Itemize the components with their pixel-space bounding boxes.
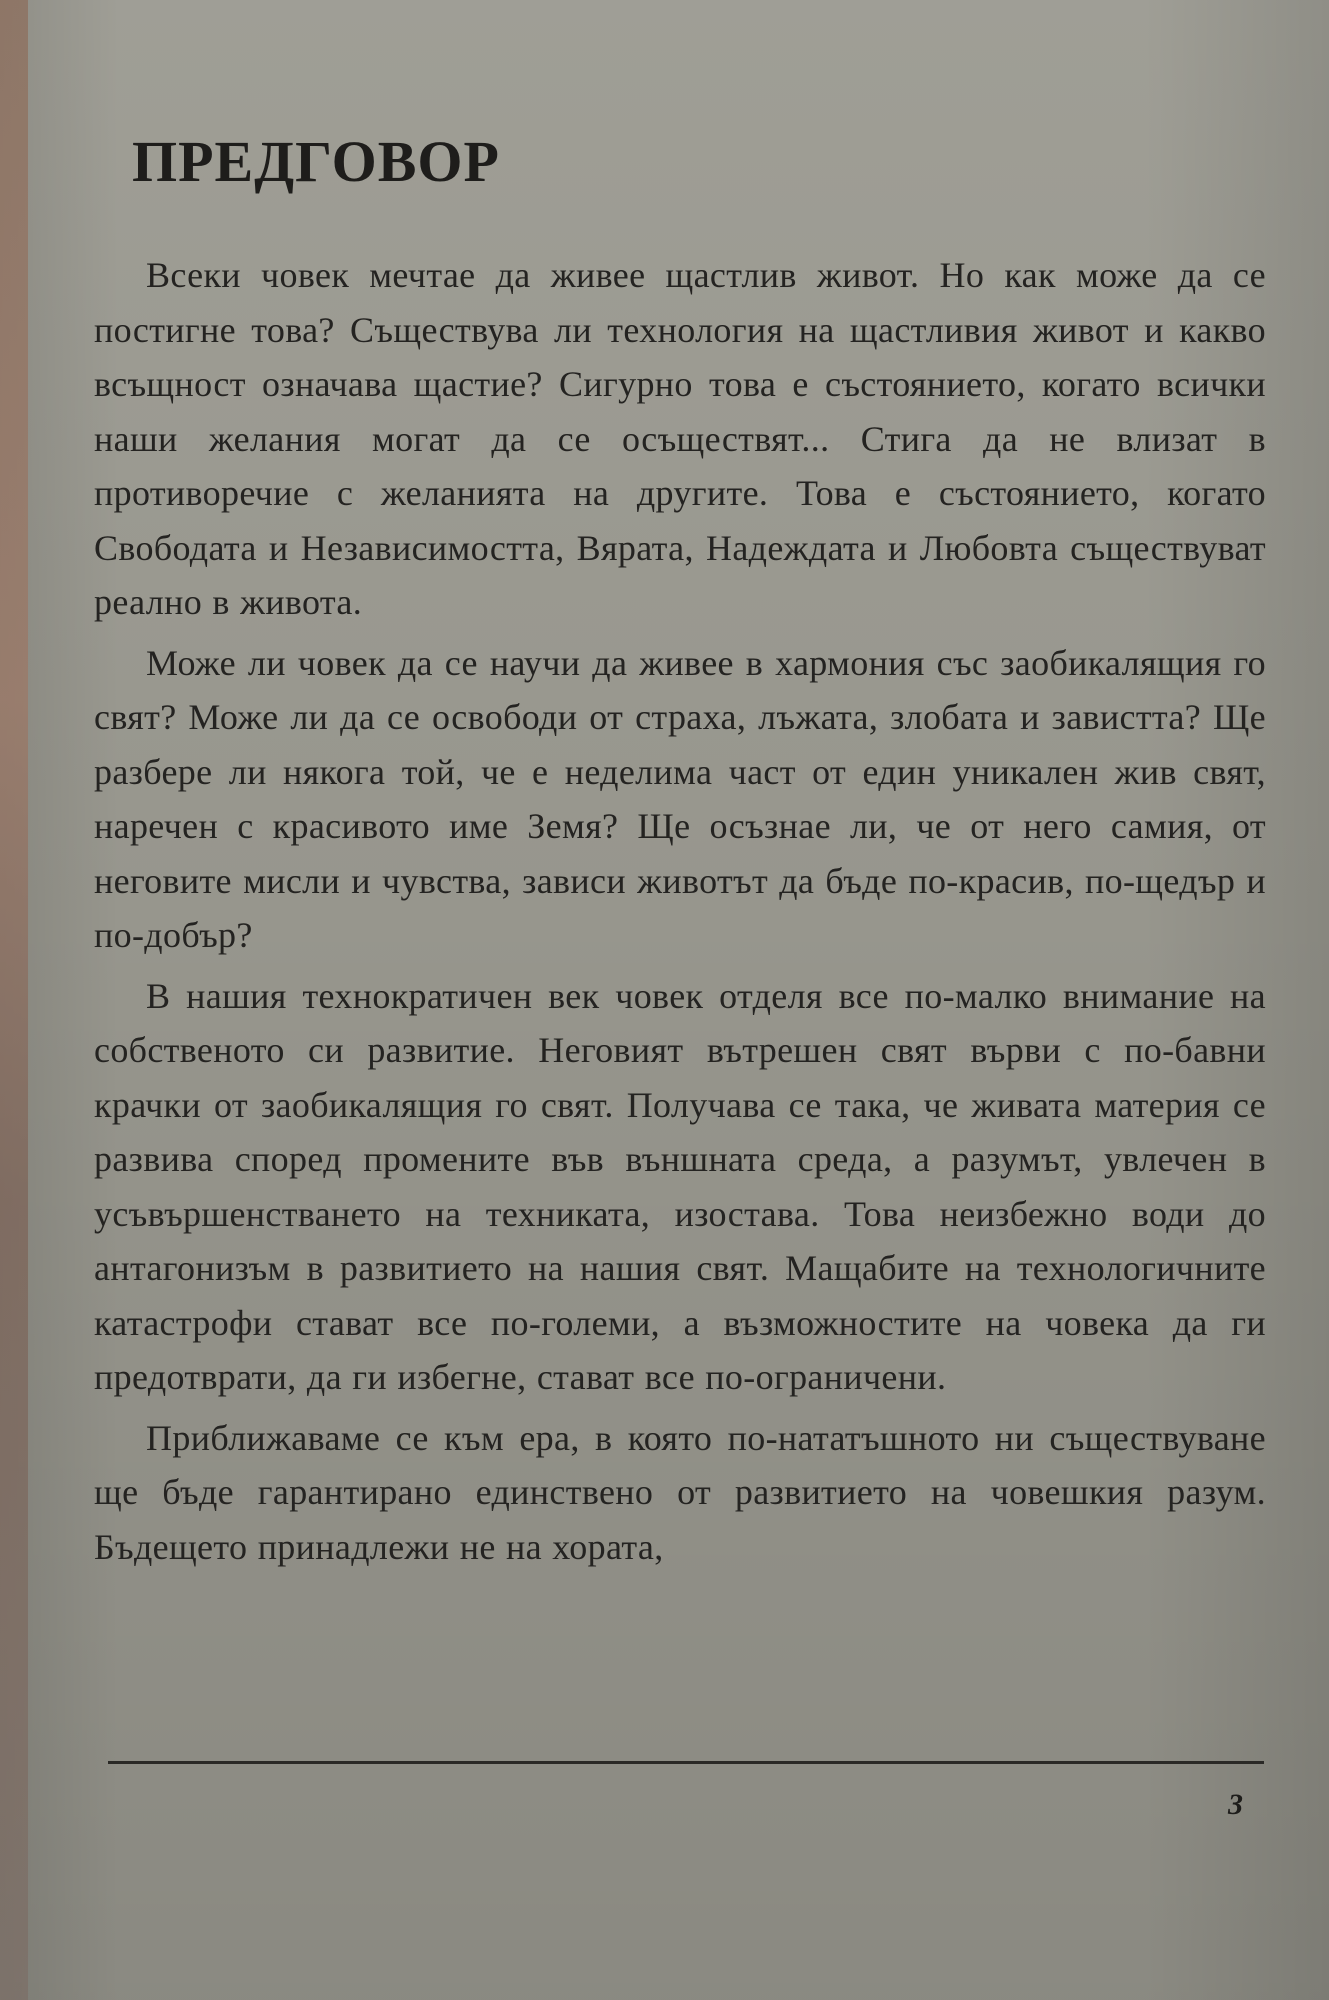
body-text — [94, 248, 1266, 1580]
page-edge-stain — [0, 0, 28, 2000]
paragraph-1: Всеки човек мечтае да живее щастлив живот. Но как може да се постигне това? Съществува ли технология на щастливия живот и какво всъщност означава щастие? Сигурно това е състоянието, когато всички наши желания могат да се осъществят... Стига да не влизат в противоречие с желанията на другите. Това е състоянието, когато Свободата и Независимостта, Вярата, Надеждата и Любовта съществуват реално в живота. — [94, 255, 1266, 622]
paragraph-4: Приближаваме се към ера, в която по-нататъшното ни съществуване ще бъде гарантирано единствено от развитието на човешкия разум. Бъдещето принадлежи не на хората, — [94, 1417, 1266, 1567]
page-title: ПРЕДГОВОР — [132, 129, 500, 194]
paragraph-3: В нашия технократичен век човек отделя все по-малко внимание на собственото си развитие. Неговият вътрешен свят върви с по-бавни крачки от заобикалящия го свят. Получава се така, че живата материя се развива според промените във външната среда, а разумът, увлечен в усъвършенстването на техниката, изостава. Това неизбежно води до антагонизъм в развитието на нашия свят. Мащабите на технологичните катастрофи стават все по-големи, а възможностите на човека да ги предотврати, да ги избегне, стават все по-ограничени. — [94, 975, 1266, 1397]
footer-rule — [108, 1761, 1264, 1764]
page-number: 3 — [1228, 1788, 1243, 1821]
paragraph-2: Може ли човек да се научи да живее в хармония със заобикалящия го свят? Може ли да се освободи от страха, лъжата, злобата и завистта? Ще разбере ли някога той, че е неделима част от един уникален жив свят, наречен с красивото име Земя? Ще осъзнае ли, че от него самия, от неговите мисли и чувства, зависи животът да бъде по-красив, по-щедър и по-добър? — [94, 642, 1266, 955]
